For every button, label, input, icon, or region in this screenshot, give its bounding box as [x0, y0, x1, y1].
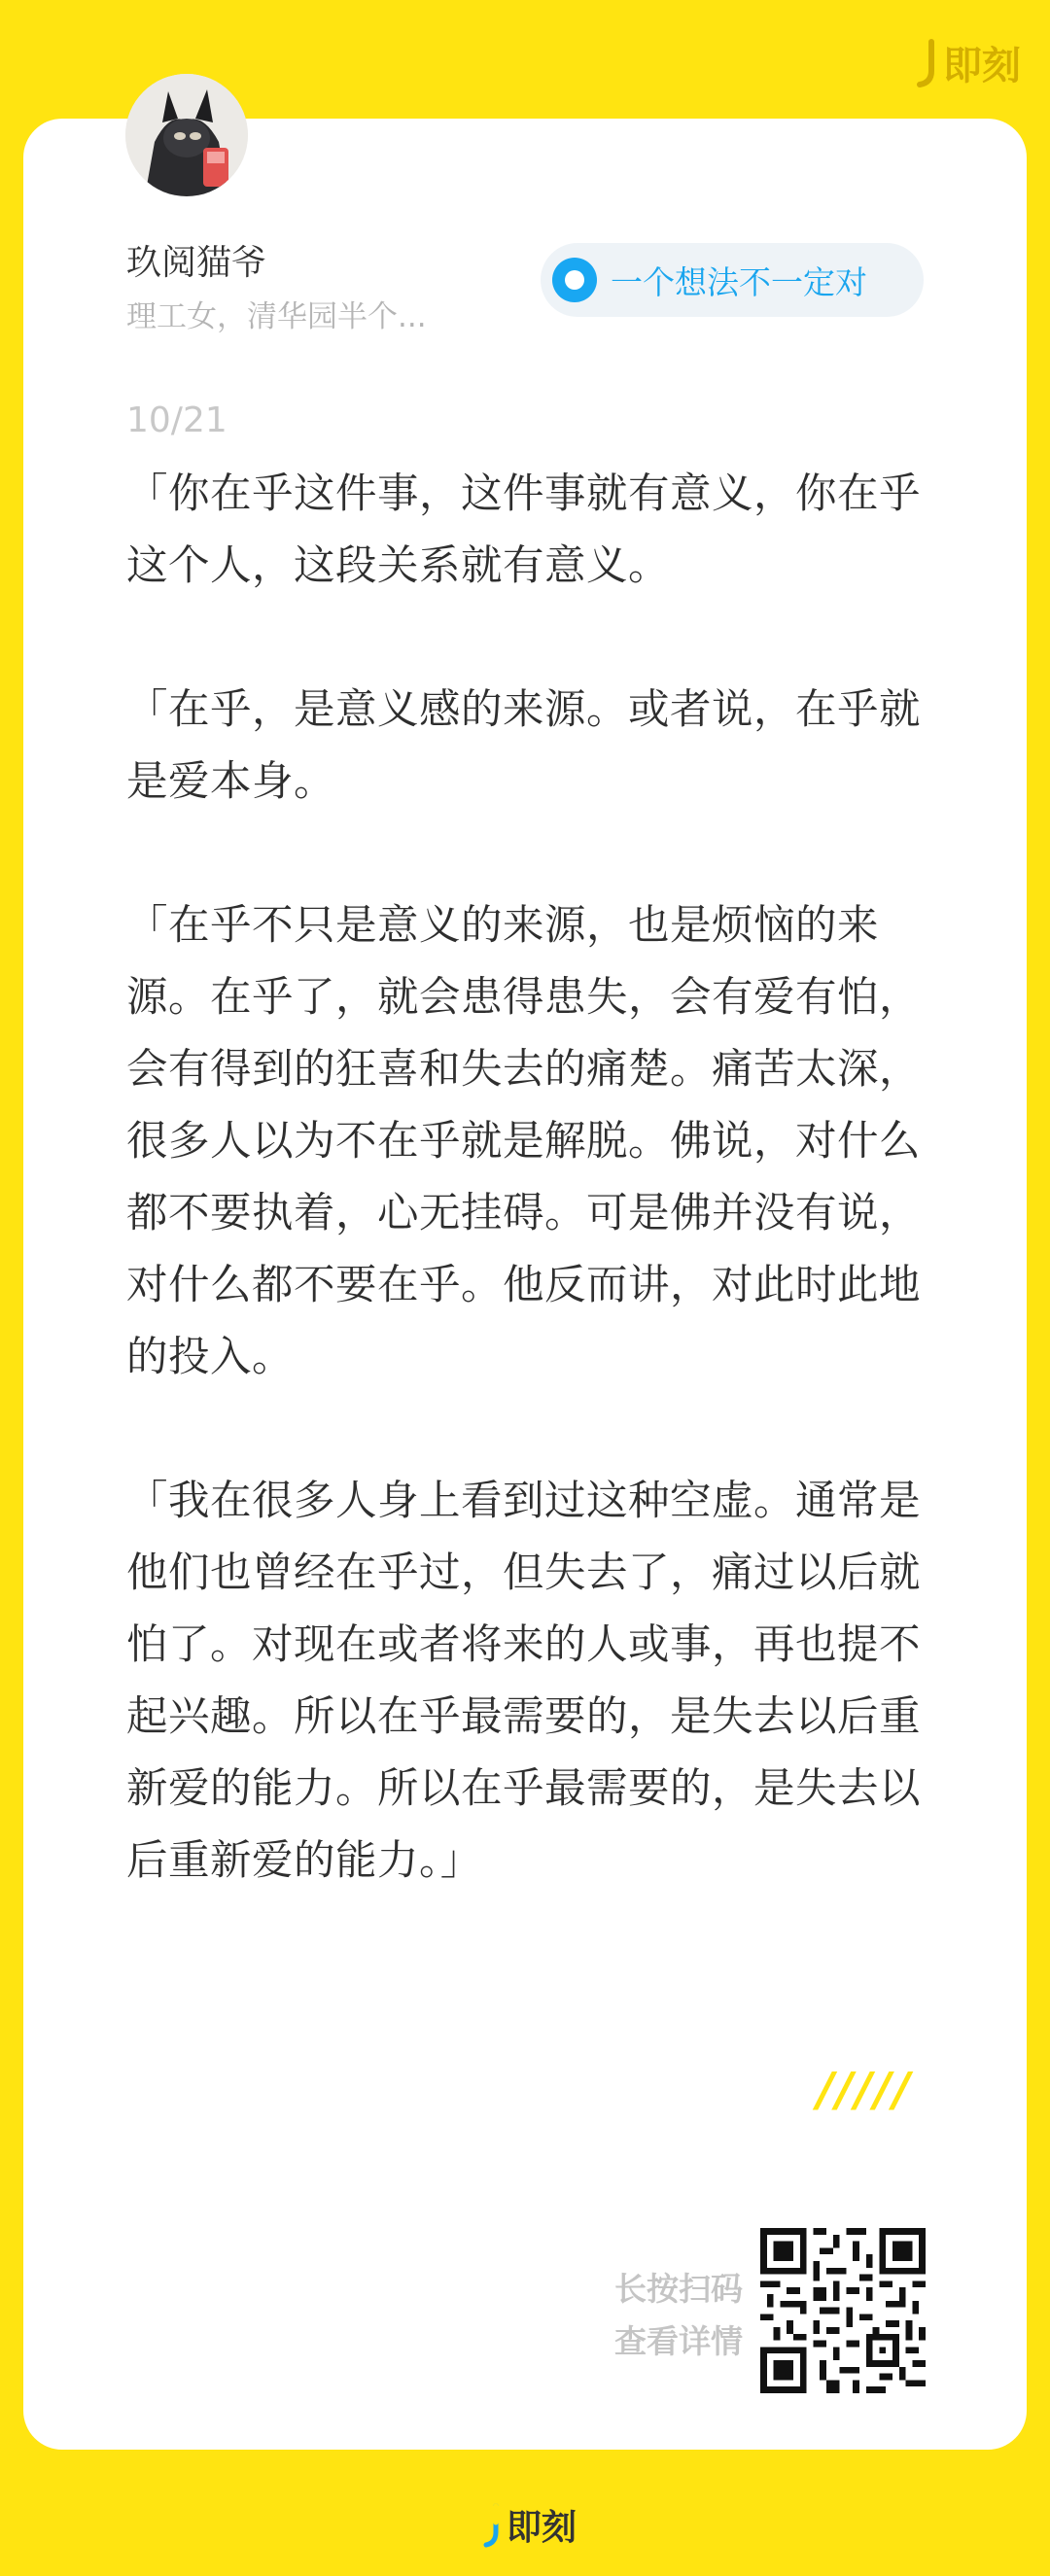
topic-circle-icon [552, 258, 597, 302]
post-paragraph: 「在乎，是意义感的来源。或者说，在乎就是爱本身。 [126, 686, 922, 806]
brand-logo-top [914, 35, 1021, 90]
jike-logo-icon [481, 2503, 503, 2548]
brand-name: 即刻 [507, 2508, 578, 2548]
post-card [23, 119, 1027, 2450]
scan-line-2: 查看详情 [614, 2322, 743, 2360]
avatar-image [125, 74, 248, 196]
topic-tag-button[interactable] [541, 243, 924, 317]
jike-logo-icon [914, 38, 939, 88]
qr-code-icon[interactable] [760, 2228, 926, 2393]
brand-logo-bottom [481, 2500, 577, 2550]
scan-instruction [578, 2263, 743, 2368]
avatar[interactable] [125, 74, 248, 196]
user-bio: 理工女，清华园半个... [126, 299, 427, 334]
brand-name: 即刻 [943, 44, 1021, 88]
post-paragraph: 「你在乎这件事，这件事就有意义，你在乎这个人，这段关系就有意义。 [126, 470, 922, 590]
post-paragraph: 「在乎不只是意义的来源，也是烦恼的来源。在乎了，就会患得患失，会有爱有怕，会有得到的狂喜和失去的痛楚。痛苦太深，很多人以为不在乎就是解脱。佛说，对什么都不要执着，心无挂碍。可是佛并没有说，对什么都不要在乎。他反而讲，对此时此地的投入。 [126, 902, 922, 1381]
post-paragraph: 「我在很多人身上看到过这种空虚。通常是他们也曾经在乎过，但失去了，痛过以后就怕了。对现在或者将来的人或事，再也提不起兴趣。所以在乎最需要的，是失去以后重新爱的能力。所以在乎最需要的，是失去以后重新爱的能力。」 [126, 1478, 922, 1885]
scan-line-1: 长按扫码 [614, 2270, 743, 2308]
post-date: 10/21 [126, 400, 228, 440]
topic-label: 一个想法不一定对 [611, 262, 867, 301]
slash-decoration: ///// [817, 2063, 912, 2117]
post-body [126, 459, 933, 1969]
user-name[interactable]: 玖阅猫爷 [126, 243, 267, 283]
